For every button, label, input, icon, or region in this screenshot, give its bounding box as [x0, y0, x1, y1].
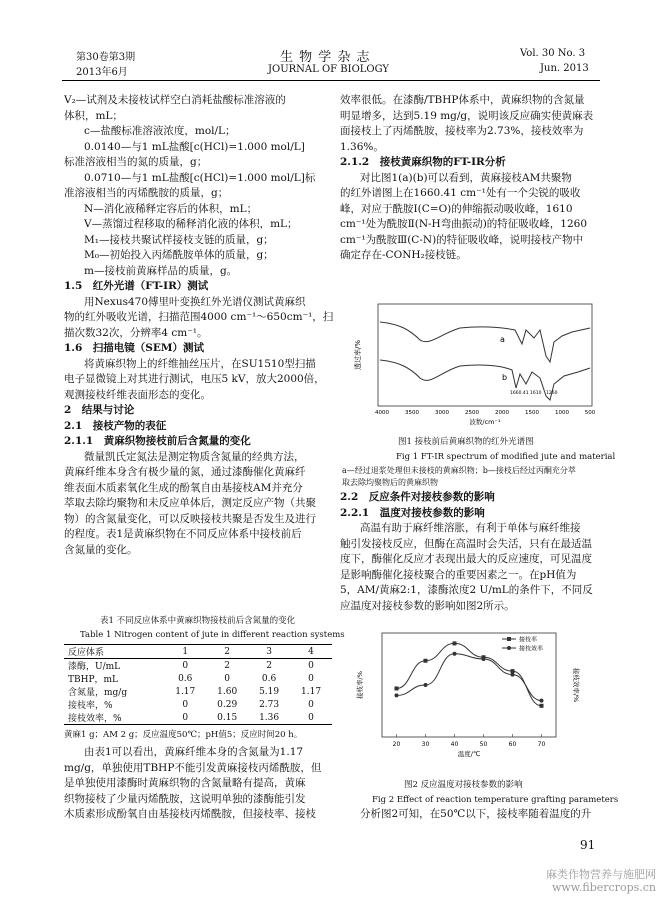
data-point — [540, 699, 544, 703]
fig1-note-line: a—经过退浆处理但未接枝的黄麻织物；b—接枝后经过丙酮充分萃 — [342, 466, 576, 475]
paragraph-line: 1.36%。 — [340, 140, 384, 153]
table-cell: 0.6 — [261, 673, 277, 684]
paragraph-line: 高温有助于麻纤维溶胀，有利于单体与麻纤维接 — [360, 522, 581, 534]
x-tick-label: 70 — [537, 741, 546, 748]
definition-line: m—接枝前黄麻样品的质量，g。 — [84, 264, 238, 277]
paragraph-line: 效率很低。在漆酶/TBHP体系中，黄麻织物的含氮量 — [340, 94, 585, 106]
data-point — [453, 652, 457, 656]
table-row — [64, 659, 332, 673]
paragraph-line: 分析图2可知，在50℃以下，接枝率随着温度的升 — [360, 808, 592, 820]
table-row — [64, 685, 332, 698]
paragraph-line: 木质素形成酚氧自由基接枝丙烯酰胺，但接枝率、接枝 — [64, 808, 316, 820]
table-cell: TBHP，mL — [68, 675, 119, 685]
right-column — [340, 93, 602, 264]
table-cell: 0 — [308, 699, 314, 710]
watermark: 麻类作物营养与施肥网 www.fibercrops.cn — [546, 868, 656, 894]
series-line-0 — [397, 643, 542, 705]
fig1-caption-en: Fig 1 FT-IR spectrum of modified jute and material — [396, 452, 616, 462]
data-point — [511, 673, 515, 677]
y-axis-label: 接枝率/% — [356, 671, 364, 699]
table-cell: 0 — [308, 712, 314, 723]
table-cell: 5.19 — [259, 686, 280, 697]
section-2-2-1-title: 2.2.1 温度对接枝参数的影响 — [340, 506, 485, 519]
paragraph-line: 应温度对接枝参数的影响如图2所示。 — [340, 599, 515, 612]
ftir-xlabel: 波数/cm⁻¹ — [469, 418, 501, 426]
definition-line: 0.0140—与1 mL盐酸[c(HCl)=1.000 mol/L] — [84, 140, 305, 153]
journal-title-en: JOURNAL OF BIOLOGY — [268, 64, 390, 75]
table-cell: 1.17 — [301, 686, 322, 697]
definition-line: 准溶液相当的丙烯酰胺的质量，g； — [64, 187, 229, 199]
series-line-1 — [397, 654, 542, 701]
fig2-caption-cn: 图2 反应温度对接枝参数的影响 — [404, 780, 523, 790]
data-point — [424, 659, 428, 663]
ftir-x-tick: 2500 — [465, 410, 479, 416]
table-cell: 0 — [224, 673, 231, 684]
paragraph-line: 的红外谱图上在1660.41 cm⁻¹处有一个尖锐的吸收 — [340, 187, 581, 199]
paragraph-line: cm⁻¹为酰胺Ⅲ(C-N)的特征吸收峰，说明接枝产物中 — [340, 233, 584, 246]
x-tick-label: 60 — [508, 741, 517, 748]
paragraph-line: 由表1可以看出，黄麻纤维本身的含氮量为1.17 — [84, 746, 304, 758]
table-header-cell: 1 — [182, 646, 189, 657]
legend-label: 接枝效率 — [519, 645, 544, 653]
paragraph-line: cm⁻¹处为酰胺Ⅱ(N-H弯曲振动)的特征吸收峰，1260 — [340, 218, 588, 230]
ftir-x-tick: 500 — [584, 410, 596, 416]
data-point — [511, 669, 515, 673]
fig1-note-line: 取去除均聚物后的黄麻织物 — [342, 478, 438, 487]
definition-line: M₁—接枝共聚试样接枝支链的质量，g； — [84, 233, 274, 246]
ftir-label-b: b — [502, 373, 508, 382]
data-point — [424, 683, 428, 687]
table-row — [64, 698, 332, 711]
ftir-x-tick: 3000 — [435, 410, 449, 416]
table-cell: 1.36 — [259, 712, 280, 723]
paragraph-line: 峰，对应于酰胺Ⅰ(C=O)的伸缩振动吸收峰，1610 — [340, 202, 573, 215]
y2-axis-label: 接枝效率/% — [572, 667, 580, 703]
section-1-5-title: 1.5 红外光谱（FT-IR）测试 — [64, 280, 209, 292]
paragraph-line: 用Nexus470傅里叶变换红外光谱仪测试黄麻织 — [84, 295, 306, 308]
header-vol-en: Vol. 30 No. 3 — [520, 48, 586, 59]
chart-plot-area — [355, 633, 581, 758]
table-cell: 漆酶，U/mL — [68, 662, 121, 672]
x-tick-label: 20 — [392, 741, 401, 748]
data-point — [482, 657, 486, 661]
paragraph-line: 对比图1(a)(b)可以看到，黄麻接枝AM共聚物 — [360, 171, 572, 184]
nitrogen-table — [64, 644, 332, 725]
fig2-caption-en: Fig 2 Effect of reaction temperature grafting parameters — [372, 795, 619, 805]
ftir-curve-b — [380, 360, 590, 400]
table-caption-en: Table 1 Nitrogen content of jute in different reaction systems — [80, 630, 345, 640]
paragraph-line: 是单独使用漆酶时黄麻织物的含氮量略有提高，黄麻 — [64, 777, 306, 789]
table-cell: 0 — [182, 660, 189, 671]
definition-line: V₂—试剂及未接枝试样空白消耗盐酸标准溶液的 — [64, 94, 286, 106]
ftir-peak-label: 1660.41 — [510, 391, 529, 396]
table-row — [64, 711, 332, 725]
x-tick-label: 50 — [479, 741, 488, 748]
temperature-chart — [352, 625, 586, 765]
table-cell: 1.60 — [217, 686, 238, 697]
ftir-x-tick: 1000 — [555, 410, 569, 416]
legend-marker — [507, 646, 511, 650]
paragraph-line: 面接枝上了丙烯酰胺，接枝率为2.73%，接枝效率为 — [340, 125, 584, 137]
section-2-title: 2 结果与讨论 — [64, 404, 135, 416]
ftir-x-tick: 4000 — [375, 410, 389, 416]
table-cell: 0.6 — [178, 673, 193, 684]
table-cell: 0 — [182, 699, 189, 710]
table-header-cell: 2 — [224, 646, 231, 657]
legend-marker — [507, 637, 511, 641]
legend-label: 接枝率 — [519, 636, 538, 644]
definition-line: 体积，mL； — [64, 109, 123, 122]
definition-line: c—盐酸标准溶液浓度，mol/L； — [84, 125, 236, 137]
ftir-ylabel: 透过率/% — [354, 339, 362, 371]
ftir-curve-a — [380, 322, 590, 362]
section-2-1-title: 2.1 接枝产物的表征 — [64, 419, 167, 432]
section-2-1-1-title: 2.1.1 黄麻织物接枝前后含氮量的变化 — [64, 435, 251, 447]
paragraph-line: 黄麻纤维本身含有极少量的氮，通过漆酶催化黄麻纤 — [64, 466, 306, 478]
x-tick-label: 40 — [450, 741, 459, 748]
definition-line: 标准溶液相当的氮的质量，g； — [64, 156, 208, 168]
table-cell: 2.73 — [259, 699, 280, 710]
header-volume: 第30卷第3期 — [76, 52, 136, 63]
paragraph-line: 电子显微镜上对其进行测试，电压5 kV，放大2000倍， — [64, 373, 325, 385]
definition-line: V—蒸馏过程移取的稀释消化液的体积，mL； — [84, 218, 298, 230]
table-cell: 2 — [266, 660, 272, 671]
table-cell: 接枝率，% — [68, 701, 113, 711]
section-1-6-title: 1.6 扫描电镜（SEM）测试 — [64, 342, 204, 354]
paragraph-line: 触引发接枝反应，但酶在高温时会失活，只有在最适温 — [340, 537, 592, 550]
paragraph-line: 将黄麻织物上的纤维抽丝压片，在SU1510型扫描 — [84, 357, 316, 370]
table-note: 黄麻1 g；AM 2 g；反应温度50℃；pH值5；反应时间20 h。 — [64, 730, 303, 740]
data-point — [453, 641, 457, 645]
ftir-spectrum-figure — [350, 300, 600, 428]
fig1-caption-cn: 图1 接枝前后黄麻织物的红外光谱图 — [398, 437, 534, 447]
ftir-x-tick: 1500 — [525, 410, 539, 416]
ftir-plot-frame — [378, 304, 592, 406]
paragraph-line: 维表面木质素氧化生成的酚氧自由基接枝AM并充分 — [64, 481, 303, 494]
data-point — [395, 693, 399, 697]
definition-line: N—消化液稀释定容后的体积，mL； — [84, 202, 258, 215]
paragraph-line: 萃取去除均聚物和未反应单体后，测定反应产物（共聚 — [64, 497, 316, 509]
ftir-x-tick: 2000 — [495, 410, 509, 416]
table-cell: 0.15 — [217, 712, 238, 723]
table-header-cell: 4 — [308, 646, 314, 657]
header-date: 2013年6月 — [76, 67, 128, 78]
paragraph-line: 观测接枝纤维表面形态的变化。 — [64, 388, 211, 401]
ftir-x-tick: 3500 — [405, 410, 419, 416]
table-header-row — [64, 645, 332, 659]
data-point — [540, 704, 544, 708]
header-date-en: Jun. 2013 — [540, 63, 589, 74]
paragraph-line: mg/g，单独使用TBHP不能引发黄麻接枝丙烯酰胺，但 — [64, 761, 322, 774]
header-rule — [62, 80, 600, 81]
journal-title-cn: 生 物 学 杂 志 — [280, 50, 371, 65]
paragraph-line: 物的红外吸收光谱，扫描范围4000 cm⁻¹～650cm⁻¹，扫 — [64, 311, 334, 323]
table-cell: 含氮量，mg/g — [68, 688, 128, 698]
paragraph-line: 物）的含氮量变化，可以反映接枝共聚是否发生及进行 — [64, 512, 316, 525]
definition-line: 0.0710—与1 mL盐酸[c(HCl)=1.000 mol/L]标 — [84, 171, 316, 184]
paragraph-line: 度下，酶催化反应才表现出最大的反应速度，可见温度 — [340, 553, 592, 565]
right-column-bottom — [340, 807, 602, 823]
paragraph-line: 含氮量的变化。 — [64, 543, 138, 556]
definition-line: M₀—初始投入丙烯酰胺单体的质量，g； — [84, 249, 274, 261]
left-column — [64, 93, 336, 558]
paragraph-line: 织物接枝了少量丙烯酰胺，这说明单独的漆酶能引发 — [64, 792, 306, 805]
table-cell: 接枝效率，% — [68, 714, 122, 724]
ftir-label-a: a — [500, 335, 505, 344]
x-axis-label: 温度/℃ — [457, 750, 481, 758]
table-cell: 0.29 — [217, 699, 238, 710]
paragraph-line: 微量凯氏定氮法是测定物质含氮量的经典方法， — [84, 450, 305, 463]
table-header-cell: 反应体系 — [68, 648, 105, 658]
table-header-cell: 3 — [266, 646, 272, 657]
right-column-middle — [340, 490, 602, 614]
paragraph-line: 明显增多，达到5.19 mg/g，说明该反应确实使黄麻表 — [340, 109, 594, 122]
section-2-2-title: 2.2 反应条件对接枝参数的影响 — [340, 491, 495, 503]
page-number: 91 — [580, 838, 596, 852]
table-cell: 2 — [224, 660, 231, 671]
ftir-peak-label: 1260 — [546, 391, 558, 396]
ftir-peak-label: 1610 — [530, 391, 542, 396]
table-cell: 0 — [182, 712, 189, 723]
x-tick-label: 30 — [421, 741, 430, 748]
paragraph-line: 确定存在-CONH₂接枝链。 — [340, 249, 467, 261]
paragraph-line: 是影响酶催化接枝聚合的重要因素之一。在pH值为 — [340, 568, 577, 581]
paragraph-line: 的程度。表1是黄麻织物在不同反应体系中接枝前后 — [64, 528, 302, 540]
table-cell: 0 — [308, 673, 314, 684]
paragraph-line: 描次数32次，分辨率4 cm⁻¹。 — [64, 326, 208, 339]
table-row — [64, 672, 332, 685]
table-cell: 1.17 — [175, 686, 196, 697]
left-column-bottom — [64, 745, 336, 823]
section-2-1-2-title: 2.1.2 接枝黄麻织物的FT-IR分析 — [340, 156, 506, 168]
table-cell: 0 — [308, 660, 314, 671]
table-caption-cn: 表1 不同反应体系中黄麻织物接枝前后含氮量的变化 — [100, 616, 296, 626]
data-point — [395, 686, 399, 690]
paragraph-line: 5，AM/黄麻2:1，漆酶浓度2 U/mL的条件下，不同反 — [340, 584, 593, 596]
